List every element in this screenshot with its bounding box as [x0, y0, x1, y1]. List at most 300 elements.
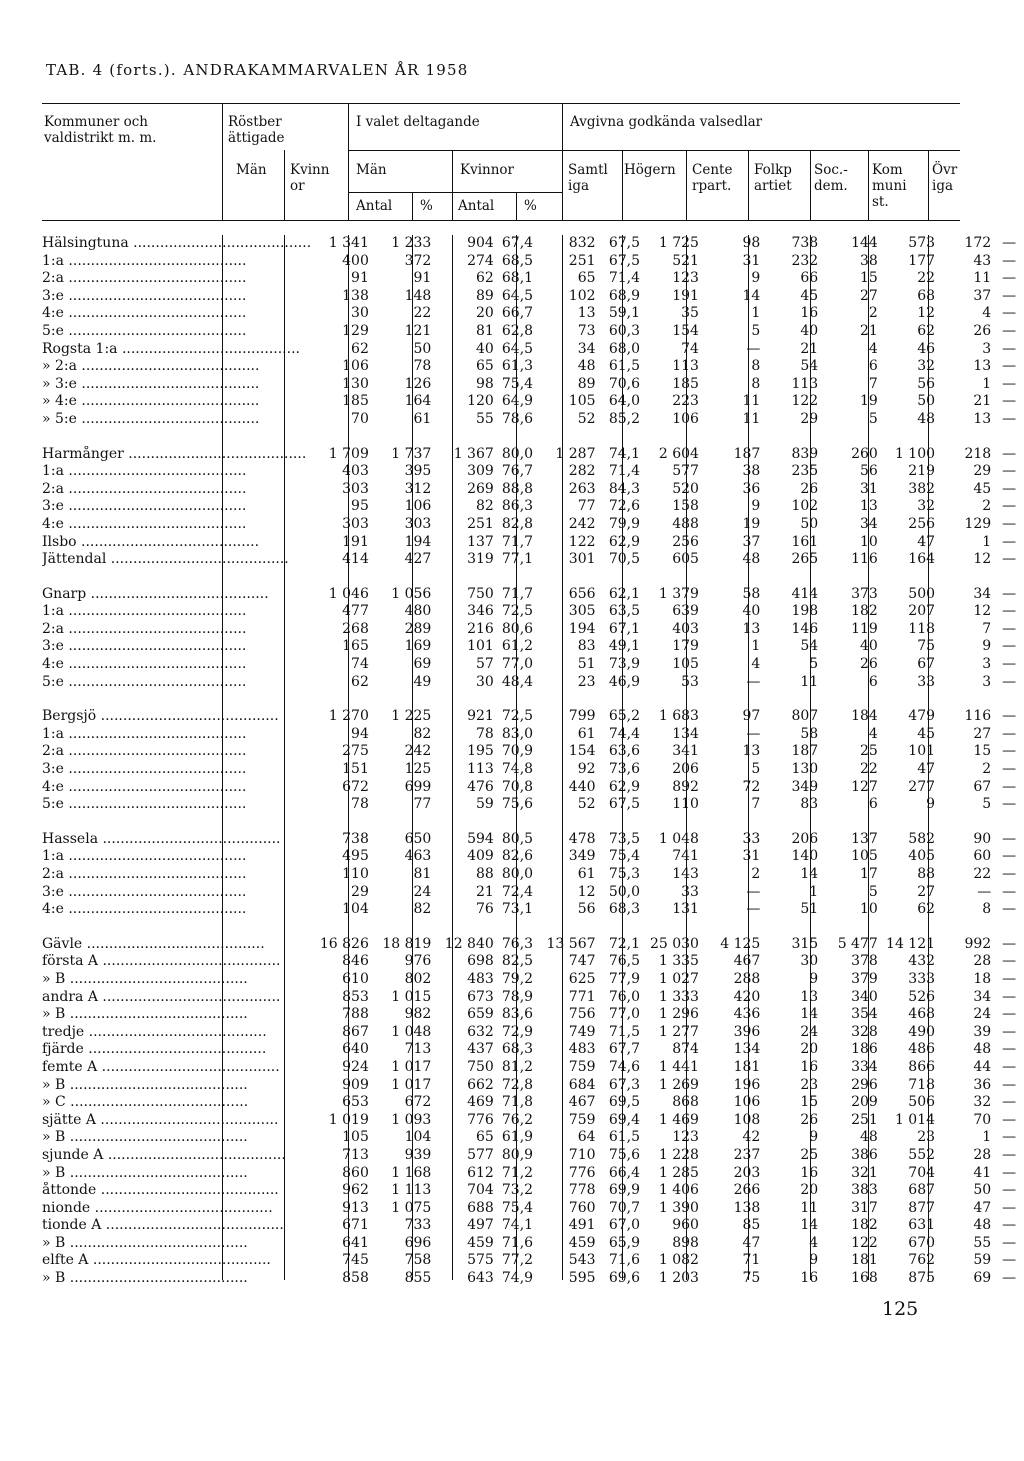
table-cell: — [1002, 1129, 1017, 1146]
table-cell: 34 [973, 585, 992, 602]
table-cell: 31 [859, 480, 878, 497]
table-cell: 81 [413, 866, 432, 882]
row-label: » 5:e ........................................ [42, 410, 260, 427]
table-cell: 11 [973, 270, 992, 287]
table-cell: 34 [577, 340, 596, 357]
table-cell: 76,7 [501, 463, 534, 480]
table-cell: 328 [851, 1023, 878, 1040]
table-cell: 57 [475, 656, 494, 673]
table-cell: 98 [475, 375, 494, 392]
table-cell: 56 [859, 463, 878, 480]
table-cell: 1 683 [658, 708, 699, 725]
table-cell: 378 [851, 953, 878, 970]
table-cell: 18 [973, 970, 992, 987]
table-cell: 9 [926, 796, 936, 813]
table-row [42, 1235, 1024, 1253]
table-cell: 64 [577, 1129, 596, 1146]
table-row [42, 551, 1024, 569]
table-cell: 632 [467, 1023, 494, 1040]
table-cell: 33 [917, 673, 936, 690]
header-deltagande: I valet deltagande [356, 114, 480, 130]
table-cell: 436 [733, 1006, 761, 1023]
table-cell: 268 [342, 620, 369, 637]
table-row [42, 516, 1024, 534]
table-cell: 414 [791, 585, 819, 602]
group-spacer [42, 569, 1024, 586]
table-cell: 72,5 [501, 708, 534, 725]
table-cell: 65 [475, 1129, 494, 1146]
table-cell: 21 [973, 393, 992, 410]
table-cell: 15 [973, 743, 992, 760]
table-cell: 251 [467, 515, 494, 532]
table-cell: 4 [809, 1234, 819, 1251]
table-cell: 74,4 [608, 725, 640, 742]
table-cell: 4 [751, 656, 761, 673]
table-cell: — [1002, 673, 1017, 690]
table-cell: 400 [342, 252, 369, 269]
row-label: » B ........................................ [42, 1129, 248, 1146]
table-cell: — [1002, 901, 1017, 918]
table-cell: 64,0 [608, 393, 640, 410]
header-antal-rule-kvinnor [452, 192, 562, 193]
table-cell: 77 [577, 498, 596, 515]
table-cell: 594 [467, 830, 494, 847]
table-cell: 28 [973, 1146, 992, 1163]
table-cell: 898 [672, 1234, 699, 1251]
header-kvinnor: Kvinnor [290, 162, 330, 194]
table-cell: — [1002, 620, 1017, 637]
table-cell: 82 [413, 725, 432, 742]
table-cell: 275 [342, 743, 369, 760]
table-cell: 334 [851, 1058, 878, 1075]
table-cell: 73,5 [608, 830, 640, 847]
table-cell: 82,8 [501, 515, 534, 532]
table-number: TAB. 4 (forts.). [46, 61, 177, 79]
table-cell: 52 [577, 410, 596, 427]
table-cell: 319 [467, 551, 494, 568]
table-cell: — [746, 673, 761, 690]
table-cell: 9 [751, 498, 761, 515]
row-label: 5:e ........................................ [42, 796, 247, 813]
table-cell: 105 [342, 1129, 369, 1146]
table-row [42, 288, 1024, 306]
table-cell: 713 [342, 1146, 369, 1163]
table-cell: 479 [908, 708, 936, 725]
table-cell: 260 [851, 445, 878, 462]
table-cell: 477 [342, 603, 369, 620]
table-cell: 203 [733, 1164, 761, 1181]
table-cell: — [1002, 1182, 1017, 1199]
row-label: fjärde ........................................ [42, 1041, 267, 1058]
table-cell: — [1002, 866, 1017, 882]
table-cell: 69 [973, 1270, 992, 1287]
header-valsedlar: Avgivna godkända valsedlar [570, 114, 763, 130]
table-cell: 68,9 [608, 287, 640, 304]
table-cell: 1 406 [658, 1182, 699, 1199]
table-cell: 13 [973, 410, 992, 427]
table-cell: 38 [742, 463, 761, 480]
table-cell: 86,3 [501, 498, 534, 515]
table-cell: 82 [413, 901, 432, 918]
row-label: 2:a ........................................ [42, 480, 247, 497]
header-pct: % [420, 198, 433, 214]
table-cell: 1 027 [658, 970, 699, 987]
table-cell: 962 [342, 1182, 369, 1199]
header-folkpartiet: Folkpartiet [754, 162, 792, 194]
table-cell: — [1002, 1217, 1017, 1234]
table-cell: 27 [859, 287, 878, 304]
table-row [42, 936, 1024, 954]
table-cell: 47 [917, 761, 936, 778]
table-cell: 59,1 [608, 305, 640, 322]
table-cell: 61 [413, 410, 432, 427]
table-cell: 77,2 [501, 1252, 534, 1269]
table-cell: 102 [568, 287, 596, 304]
table-row [42, 270, 1024, 288]
table-cell: 1 469 [658, 1111, 699, 1128]
table-cell: 61,5 [608, 1129, 640, 1146]
table-cell: 992 [964, 935, 992, 952]
table-cell: 2 604 [658, 445, 699, 462]
table-cell: 5 [751, 322, 761, 339]
table-cell: 74,8 [501, 761, 534, 778]
header-man: Män [236, 162, 267, 178]
row-label: 4:e ........................................ [42, 778, 247, 795]
table-cell: 83 [800, 796, 819, 813]
table-cell: 67,5 [608, 252, 640, 269]
table-cell: 788 [342, 1006, 369, 1023]
header-divider [348, 103, 349, 220]
table-cell: 12 840 [444, 935, 494, 952]
row-label: andra A ........................................ [42, 988, 281, 1005]
table-cell: 1 341 [328, 235, 369, 251]
row-label: » C ........................................ [42, 1094, 249, 1111]
table-cell: 659 [467, 1006, 494, 1023]
table-row [42, 1041, 1024, 1059]
table-cell: 12 [577, 883, 596, 900]
table-cell: 45 [973, 480, 992, 497]
table-cell: 40 [800, 322, 819, 339]
table-cell: 76,3 [501, 935, 534, 952]
table-cell: 76,5 [608, 953, 640, 970]
table-cell: 1 269 [658, 1076, 699, 1093]
table-cell: 670 [908, 1234, 936, 1251]
table-cell: 101 [908, 743, 936, 760]
table-cell: 54 [800, 638, 819, 655]
table-cell: 386 [851, 1146, 878, 1163]
table-cell: 750 [467, 1058, 494, 1075]
table-cell: 80,0 [501, 445, 534, 462]
table-cell: 77,9 [608, 970, 640, 987]
table-cell: 26 [800, 1111, 819, 1128]
table-cell: 51 [577, 656, 596, 673]
table-cell: 3 [982, 340, 992, 357]
table-cell: — [1002, 725, 1017, 742]
table-cell: 16 [800, 1270, 819, 1287]
table-cell: 76,2 [501, 1111, 534, 1128]
table-cell: 29 [351, 883, 369, 900]
row-label: » 2:a ........................................ [42, 358, 260, 375]
table-cell: 70 [351, 410, 369, 427]
table-cell: — [1002, 358, 1017, 375]
table-cell: 43 [973, 252, 992, 269]
table-cell: 67 [917, 656, 936, 673]
table-cell: 71,4 [608, 463, 640, 480]
table-cell: 1 019 [328, 1111, 369, 1128]
table-cell: 656 [568, 585, 596, 602]
row-label: Hassela ........................................ [42, 830, 281, 847]
table-cell: 1 [809, 883, 819, 900]
table-cell: 68,3 [501, 1041, 534, 1058]
table-cell: 3 [982, 656, 992, 673]
table-cell: 39 [973, 1023, 992, 1040]
table-cell: 4 [982, 305, 992, 322]
table-cell: 1 017 [391, 1076, 432, 1093]
table-cell: 8 [751, 358, 761, 375]
table-cell: 31 [742, 848, 761, 865]
table-cell: 662 [467, 1076, 494, 1093]
header-deltagande-man: Män [356, 162, 387, 178]
row-label: 2:a ........................................ [42, 620, 247, 637]
table-cell: 263 [568, 480, 596, 497]
table-cell: 1 287 [555, 445, 596, 462]
row-label: 4:e ........................................ [42, 656, 247, 673]
table-cell: 102 [791, 498, 819, 515]
table-cell: 500 [908, 585, 936, 602]
table-cell: 70,5 [608, 551, 640, 568]
table-cell: 72,8 [501, 1076, 534, 1093]
table-cell: 573 [908, 235, 936, 251]
table-cell: 11 [742, 410, 761, 427]
table-cell: 67,3 [608, 1076, 640, 1093]
row-label: åttonde ........................................ [42, 1182, 279, 1199]
table-cell: 74,9 [501, 1270, 534, 1287]
table-cell: 22 [859, 761, 878, 778]
table-cell: 8 [982, 901, 992, 918]
table-cell: — [1002, 1023, 1017, 1040]
table-cell: 432 [908, 953, 936, 970]
group-spacer [42, 691, 1024, 708]
table-cell: 756 [568, 1006, 596, 1023]
table-cell: 506 [908, 1094, 936, 1111]
table-row [42, 884, 1024, 902]
table-cell: 577 [672, 463, 699, 480]
table-cell: — [1002, 1164, 1017, 1181]
table-cell: 48,4 [501, 673, 534, 690]
table-cell: 24 [413, 883, 432, 900]
table-cell: 242 [404, 743, 432, 760]
header-mid-rule-deltagande [348, 150, 562, 151]
table-row [42, 1252, 1024, 1270]
table-row [42, 235, 1024, 253]
table-cell: 67,7 [608, 1041, 640, 1058]
table-cell: 70 [973, 1111, 992, 1128]
table-cell: 20 [800, 1041, 819, 1058]
table-cell: 67,4 [501, 235, 534, 251]
table-cell: — [746, 725, 761, 742]
table-cell: — [1002, 322, 1017, 339]
table-cell: 61,5 [608, 358, 640, 375]
table-cell: 687 [908, 1182, 936, 1199]
table-cell: 372 [404, 252, 432, 269]
table-cell: 704 [908, 1164, 936, 1181]
table-cell: 904 [467, 235, 494, 251]
table-cell: 1 709 [328, 445, 369, 462]
table-cell: 420 [733, 988, 761, 1005]
table-cell: 684 [568, 1076, 596, 1093]
table-cell: 13 567 [546, 935, 596, 952]
table-cell: 113 [672, 358, 699, 375]
table-cell: 759 [568, 1111, 596, 1128]
row-label: 2:a ........................................ [42, 866, 247, 882]
table-cell: 48 [742, 551, 761, 568]
table-cell: 321 [851, 1164, 878, 1181]
row-label: nionde ........................................ [42, 1199, 273, 1216]
table-cell: 296 [851, 1076, 878, 1093]
table-row [42, 1147, 1024, 1165]
table-cell: 47 [742, 1234, 761, 1251]
row-label: sjunde A ........................................ [42, 1146, 286, 1163]
table-cell: 1 390 [658, 1199, 699, 1216]
row-label: » B ........................................ [42, 1006, 248, 1023]
table-cell: 116 [851, 551, 878, 568]
table-cell: 85,2 [608, 410, 640, 427]
table-cell: 8 [751, 375, 761, 392]
table-cell: 65 [577, 270, 596, 287]
table-cell: 21 [859, 322, 878, 339]
table-cell: 7 [751, 796, 761, 813]
table-cell: 288 [733, 970, 761, 987]
table-cell: 90 [973, 830, 992, 847]
table-cell: 106 [733, 1094, 761, 1111]
table-cell: 78 [351, 796, 369, 813]
table-cell: 921 [467, 708, 494, 725]
table-cell: — [746, 883, 761, 900]
table-cell: 373 [851, 585, 878, 602]
table-cell: 1 093 [391, 1111, 432, 1128]
table-cell: 67,0 [608, 1217, 640, 1234]
table-cell: 605 [672, 551, 699, 568]
table-cell: 75,6 [501, 796, 534, 813]
table-cell: 181 [733, 1058, 761, 1075]
row-label: 1:a ........................................ [42, 725, 247, 742]
table-cell: 6 [868, 358, 878, 375]
table-cell: — [1002, 533, 1017, 550]
table-cell: 5 [751, 761, 761, 778]
table-cell: 144 [851, 235, 878, 251]
table-cell: 48 [973, 1217, 992, 1234]
row-label: 1:a ........................................ [42, 252, 247, 269]
table-cell: — [1002, 708, 1017, 725]
table-cell: 15 [800, 1094, 819, 1111]
table-row [42, 323, 1024, 341]
table-cell: 40 [859, 638, 878, 655]
table-cell: 75,6 [608, 1146, 640, 1163]
table-cell: 9 [809, 1252, 819, 1269]
table-cell: 20 [475, 305, 494, 322]
header-kommuner: Kommuner och valdistrikt m. m. [44, 114, 157, 146]
table-cell: 94 [351, 725, 369, 742]
row-label: 1:a ........................................ [42, 603, 247, 620]
table-cell: 32 [917, 358, 936, 375]
table-cell: 60 [973, 848, 992, 865]
table-cell: 1 296 [658, 1006, 699, 1023]
table-cell: 427 [404, 551, 432, 568]
table-cell: 116 [964, 708, 992, 725]
table-cell: 874 [672, 1041, 699, 1058]
table-cell: 62,9 [608, 778, 640, 795]
table-cell: — [1002, 1199, 1017, 1216]
row-label: 3:e ........................................ [42, 498, 247, 515]
table-cell: — [1002, 830, 1017, 847]
table-cell: 125 [404, 761, 432, 778]
table-cell: 301 [568, 551, 596, 568]
table-cell: 75 [917, 638, 936, 655]
table-cell: 48 [859, 1129, 878, 1146]
table-cell: 44 [973, 1058, 992, 1075]
table-cell: 846 [342, 953, 369, 970]
table-cell: 64,9 [501, 393, 534, 410]
table-cell: 73,1 [501, 901, 534, 918]
table-cell: 50,0 [608, 883, 640, 900]
table-cell: 131 [672, 901, 699, 918]
table-cell: 91 [351, 270, 369, 287]
table-cell: 650 [404, 830, 432, 847]
table-cell: 25 [800, 1146, 819, 1163]
table-cell: 688 [467, 1199, 494, 1216]
table-cell: 33 [742, 830, 761, 847]
table-cell: 119 [851, 620, 878, 637]
table-row [42, 586, 1024, 604]
table-row [42, 376, 1024, 394]
table-row [42, 411, 1024, 429]
table-cell: 414 [342, 551, 369, 568]
table-cell: 832 [568, 235, 596, 251]
table-cell: 1 168 [391, 1164, 432, 1181]
table-cell: 78,9 [501, 988, 534, 1005]
table-row [42, 603, 1024, 621]
table-cell: 181 [851, 1252, 878, 1269]
table-cell: 68,0 [608, 340, 640, 357]
table-cell: 877 [908, 1199, 936, 1216]
table-cell: 130 [342, 375, 369, 392]
table-cell: 29 [800, 410, 819, 427]
table-cell: 77,0 [608, 1006, 640, 1023]
table-cell: 91 [413, 270, 432, 287]
table-cell: 129 [342, 322, 369, 339]
table-cell: 80,0 [501, 866, 534, 882]
table-cell: 467 [733, 953, 761, 970]
table-cell: 80,5 [501, 830, 534, 847]
table-cell: 63,6 [608, 743, 640, 760]
table-cell: 73 [577, 322, 596, 339]
row-label: 5:e ........................................ [42, 322, 247, 339]
table-cell: 776 [568, 1164, 596, 1181]
table-cell: 582 [908, 830, 936, 847]
table-row [42, 1077, 1024, 1095]
table-row [42, 1200, 1024, 1218]
table-cell: 858 [342, 1270, 369, 1287]
header-deltagande-kvinnor: Kvinnor [460, 162, 514, 178]
table-cell: 575 [467, 1252, 494, 1269]
table-cell: 70,9 [501, 743, 534, 760]
table-cell: — [1002, 1234, 1017, 1251]
row-label: tredje ........................................ [42, 1023, 267, 1040]
table-cell: 738 [342, 830, 369, 847]
header-divider [452, 150, 453, 220]
table-cell: 11 [800, 673, 819, 690]
table-cell: 403 [672, 620, 699, 637]
